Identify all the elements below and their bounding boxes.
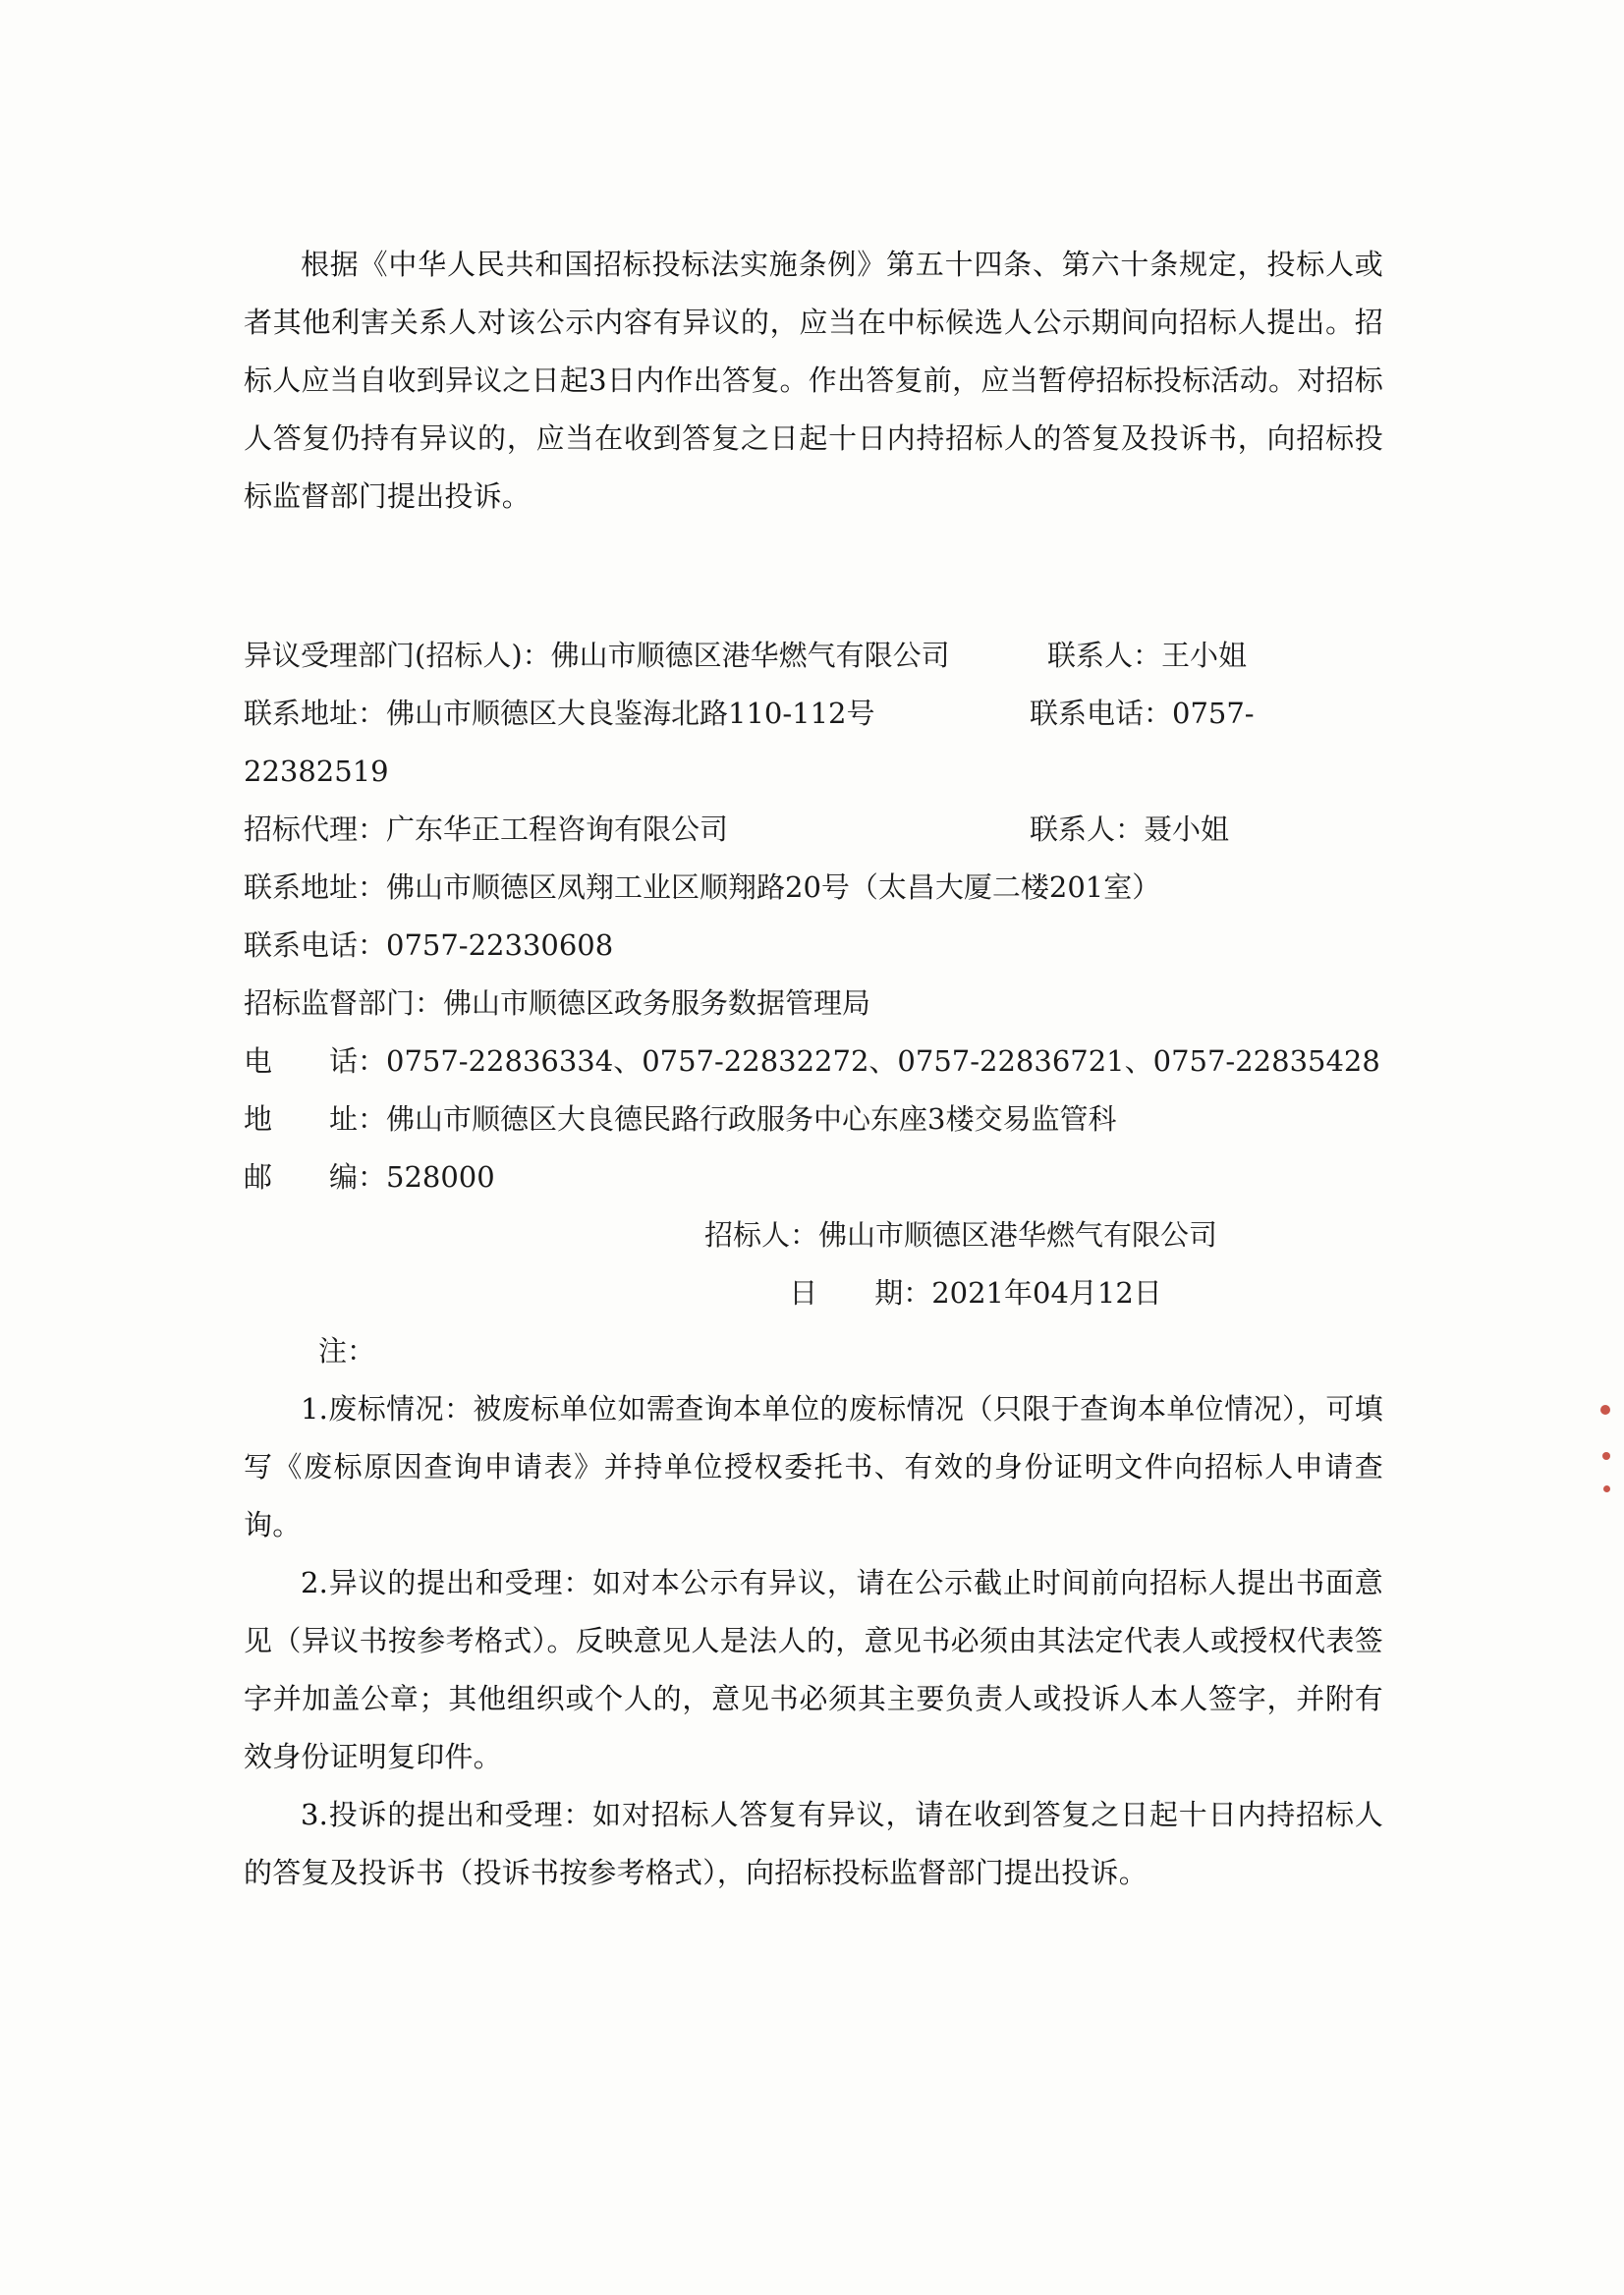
handler-contact-person: 联系人：王小姐 (1047, 639, 1248, 672)
contact-row-handler (244, 627, 1383, 685)
handler-phone-prefix: 联系电话：0757- (1030, 697, 1255, 730)
agent-phone: 联系电话：0757-22330608 (244, 928, 614, 962)
notes-heading: 注： (318, 1334, 376, 1368)
intro-paragraph: 根据《中华人民共和国招标投标法实施条例》第五十四条、第六十条规定，投标人或者其他利害关系人对该公示内容有异议的，应当在中标候选人公示期间向招标人提出。招标人应当自收到异议之日起3日内作出答复。作出答复前，应当暂停招标投标活动。对招标人答复仍持有异议的，应当在收到答复之日起十日内持招标人的答复及投诉书，向招标投标监督部门提出投诉。 (244, 248, 1383, 513)
contact-row-supervisor-phone (244, 1033, 1383, 1091)
contact-row-agent-phone (244, 917, 1383, 975)
contact-block (244, 627, 1383, 1206)
agent-contact-person: 联系人：聂小姐 (1030, 812, 1230, 846)
document-body (244, 236, 1383, 1902)
spacer (244, 526, 1383, 584)
contact-row-supervisor (244, 975, 1383, 1033)
handler-phone-suffix: 22382519 (244, 755, 389, 788)
contact-row-agent (244, 801, 1383, 859)
signature-tenderer: 招标人：佛山市顺德区港华燃气有限公司 (703, 1218, 1217, 1252)
stamp-speck-2 (1602, 1452, 1610, 1460)
stamp-speck-1 (1600, 1405, 1610, 1415)
handler-address: 联系地址：佛山市顺德区大良鉴海北路110-112号 (244, 697, 875, 730)
contact-row-postcode (244, 1148, 1383, 1206)
contact-row-address (244, 685, 1383, 743)
signature-date: 日 期：2021年04月12日 (789, 1276, 1162, 1310)
supervisor-department: 招标监督部门：佛山市顺德区政务服务数据管理局 (244, 986, 871, 1020)
handler-label: 异议受理部门(招标人)：佛山市顺德区港华燃气有限公司 (244, 639, 950, 672)
supervisor-phone: 电 话：0757-22836334、0757-22832272、0757-22836721、0757-22835428 (244, 1044, 1380, 1078)
note-item-1: 1.废标情况：被废标单位如需查询本单位的废标情况（只限于查询本单位情况），可填写《废标原因查询申请表》并持单位授权委托书、有效的身份证明文件向招标人申请查询。 (244, 1392, 1383, 1541)
contact-row-agent-address (244, 859, 1383, 917)
contact-row-phone-continuation (244, 743, 1383, 801)
agent-address: 联系地址：佛山市顺德区凤翔工业区顺翔路20号（太昌大厦二楼201室） (244, 870, 1161, 904)
note-item-3: 3.投诉的提出和受理：如对招标人答复有异议，请在收到答复之日起十日内持招标人的答复及投诉书（投诉书按参考格式），向招标投标监督部门提出投诉。 (244, 1798, 1383, 1889)
supervisor-address: 地 址：佛山市顺德区大良德民路行政服务中心东座3楼交易监管科 (244, 1102, 1117, 1136)
agent-label: 招标代理：广东华正工程咨询有限公司 (244, 812, 729, 846)
note-item-2: 2.异议的提出和受理：如对本公示有异议，请在公示截止时间前向招标人提出书面意见（异议书按参考格式）。反映意见人是法人的，意见书必须由其法定代表人或授权代表签字并加盖公章；其他组织或个人的，意见书必须其主要负责人或投诉人本人签字，并附有效身份证明复印件。 (244, 1566, 1383, 1773)
stamp-speck-3 (1603, 1485, 1610, 1492)
supervisor-postcode: 邮 编：528000 (244, 1160, 495, 1194)
contact-row-supervisor-address (244, 1091, 1383, 1148)
